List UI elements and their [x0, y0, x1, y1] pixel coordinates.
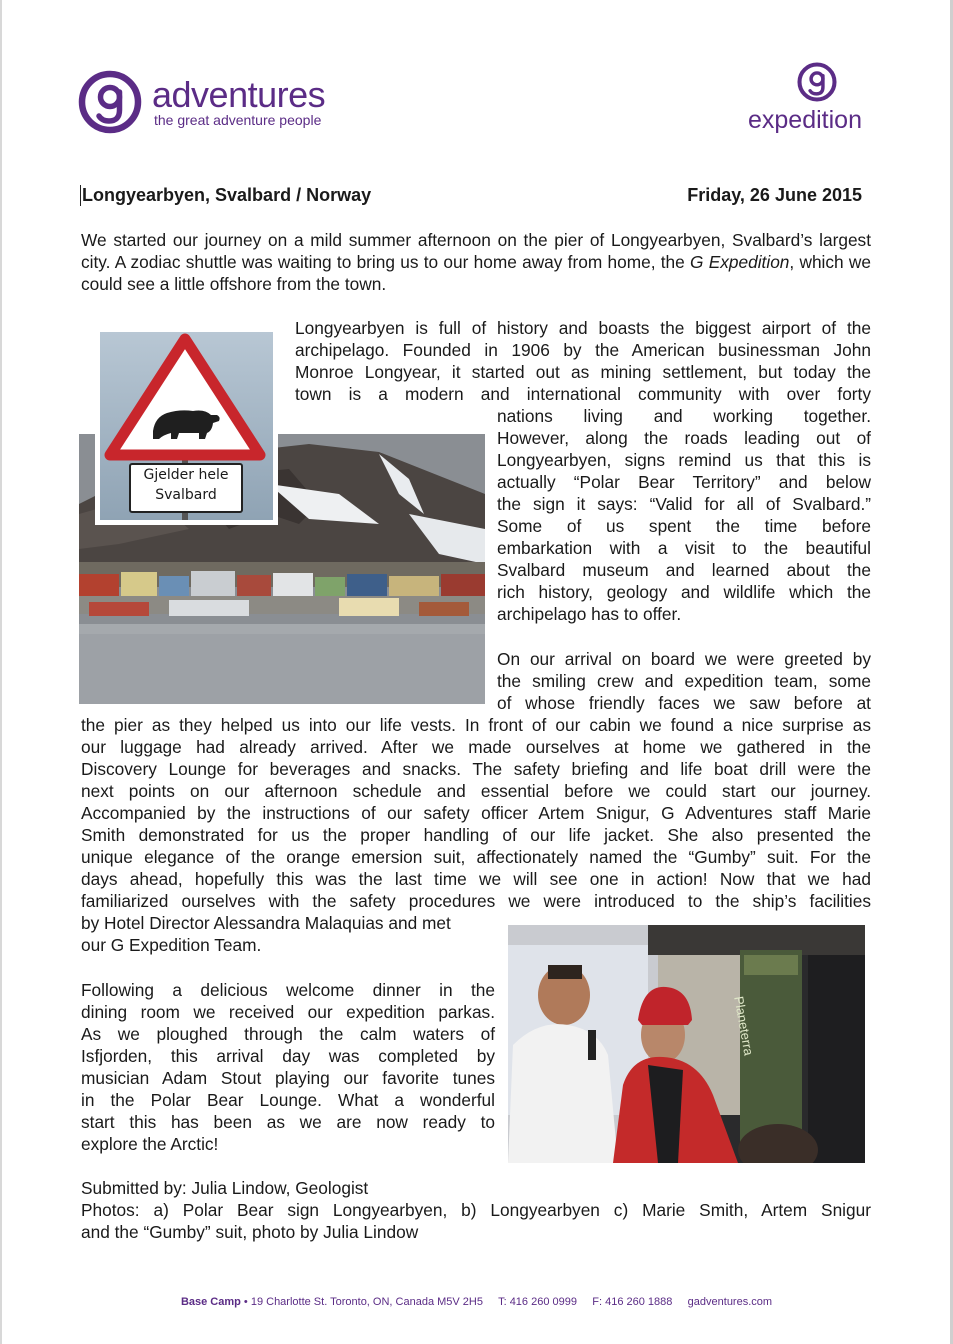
text-line: days ahead, hopefully this was the last time we will see one in action! Now that we had — [81, 869, 871, 889]
text-line: musician Adam Stout playing our favorite tunes — [81, 1068, 495, 1088]
text-line: However, along the roads leading out of — [497, 428, 871, 448]
paragraph-history-narrow — [497, 405, 871, 625]
paragraph-arrival-narrow — [497, 648, 871, 714]
sign-plate — [129, 463, 243, 513]
brand-name: adventures — [152, 74, 326, 115]
text-line: Longyearbyen is full of history and boasts the biggest airport of the — [295, 318, 871, 338]
text-line: nations living and working together. — [497, 406, 871, 426]
footer-fax: F: 416 260 1888 — [592, 1296, 673, 1308]
footer-phone: T: 416 260 0999 — [498, 1296, 577, 1308]
paragraph-arrival-wide — [81, 714, 871, 912]
g-logo-icon — [78, 70, 142, 134]
sign-text: Gjelder hele — [143, 467, 229, 483]
text-line: Following a delicious welcome dinner in the — [81, 980, 495, 1000]
ship-name: G Expedition — [690, 252, 790, 272]
text-line: Longyearbyen, signs remind us that this is — [497, 450, 871, 470]
text-line: familiarized ourselves with the safety procedures we were introduced to the ship’s facilities — [81, 891, 871, 911]
submitted-by: Submitted by: Julia Lindow, Geologist — [81, 1178, 369, 1198]
text-line: next points on our afternoon schedule and essential before we could start our journey. — [81, 781, 871, 801]
text-line: Isfjorden, this arrival day was completed by — [81, 1046, 495, 1066]
brand-tagline: the great adventure people — [154, 112, 322, 128]
page-edge — [0, 0, 2, 1344]
text-line: On our arrival on board we were greeted by — [497, 649, 871, 669]
photo-credits: and the “Gumby” suit, photo by Julia Lindow — [81, 1222, 419, 1242]
footer-website[interactable]: gadventures.com — [687, 1296, 773, 1308]
text-line: archipelago. Founded in 1906 by the American businessman John — [295, 340, 871, 360]
text-line: Some of us spent the time before — [497, 516, 871, 536]
text-line: in the Polar Bear Lounge. What a wonderful — [81, 1090, 495, 1110]
text-line: Smith demonstrated for us the proper handling of our life jacket. She also presented the — [81, 825, 871, 845]
intro-paragraph — [81, 229, 871, 295]
intro-text: , which we could see a little offshore from the town. — [81, 252, 871, 294]
photo-credits: Photos: a) Polar Bear sign Longyearbyen, b) Longyearbyen c) Marie Smith, Artem Snigur — [81, 1200, 871, 1220]
intro-text: We started our journey on a mild summer afternoon on the pier of Longyearbyen, Svalbard’s largest city. A zodiac shuttle was waiting to bring us to our home away from home, the — [81, 230, 871, 272]
text-line: archipelago has to offer. — [497, 604, 682, 624]
text-line: unique elegance of the orange emersion suit, affectionately named the “Gumby” suit. For the — [81, 847, 871, 867]
footer-address: • 19 Charlotte St. Toronto, ON, Canada M5V 2H5 — [243, 1296, 483, 1308]
text-line: embarkation with a visit to the beautiful — [497, 538, 871, 558]
location-title: Longyearbyen, Svalbard / Norway — [82, 185, 372, 205]
credits — [81, 1177, 871, 1243]
text-line: start this has been as we are now ready to — [81, 1112, 495, 1132]
text-line: rich history, geology and wildlife which the — [497, 582, 871, 602]
text-line: the pier as they helped us into our life vests. In front of our cabin we found a nice surprise as — [81, 715, 871, 735]
paragraph-arrival-left — [81, 912, 495, 956]
text-line: dining room we received our expedition parkas. — [81, 1002, 495, 1022]
title-row — [80, 185, 862, 209]
text-line: Accompanied by the instructions of our safety officer Artem Snigur, G Adventures staff Marie — [81, 803, 871, 823]
text-line: of whose friendly faces we saw before at — [497, 693, 871, 713]
text-line: Svalbard museum and learned about the — [497, 560, 871, 580]
text-line: town is a modern and international community with over forty — [295, 384, 871, 404]
paragraph-dinner — [81, 979, 495, 1155]
text-line: Discovery Lounge for beverages and snacks. The safety briefing and life boat drill were the — [81, 759, 871, 779]
photo-polar-bear-sign — [95, 327, 278, 525]
text-line: Monroe Longyear, it started out as mining settlement, but today the — [295, 362, 871, 382]
text-line: As we ploughed through the calm waters of — [81, 1024, 495, 1044]
text-line: by Hotel Director Alessandra Malaquias and met — [81, 913, 451, 933]
banner-text: Planeterra — [731, 995, 757, 1057]
g-logo-icon — [797, 62, 837, 102]
date-title: Friday, 26 June 2015 — [687, 185, 862, 205]
text-line: the sign it says: “Valid for all of Svalbard.” — [497, 494, 871, 514]
text-line: the smiling crew and expedition team, some — [497, 671, 871, 691]
text-line: our luggage had already arrived. After we made ourselves at home we gathered in the — [81, 737, 871, 757]
town-buildings — [79, 571, 485, 616]
sign-text: Svalbard — [155, 487, 217, 503]
safety-briefing-image — [508, 925, 865, 1163]
footer — [0, 1296, 953, 1308]
g-expedition-logo — [748, 62, 888, 138]
expedition-brand-name: expedition — [748, 106, 862, 134]
photo-safety-briefing — [508, 925, 865, 1163]
text-line: our G Expedition Team. — [81, 935, 262, 955]
text-line: explore the Arctic! — [81, 1134, 219, 1154]
paragraph-history-wide — [295, 317, 871, 405]
footer-label: Base Camp — [180, 1296, 241, 1308]
text-line: actually “Polar Bear Territory” and below — [497, 472, 871, 492]
